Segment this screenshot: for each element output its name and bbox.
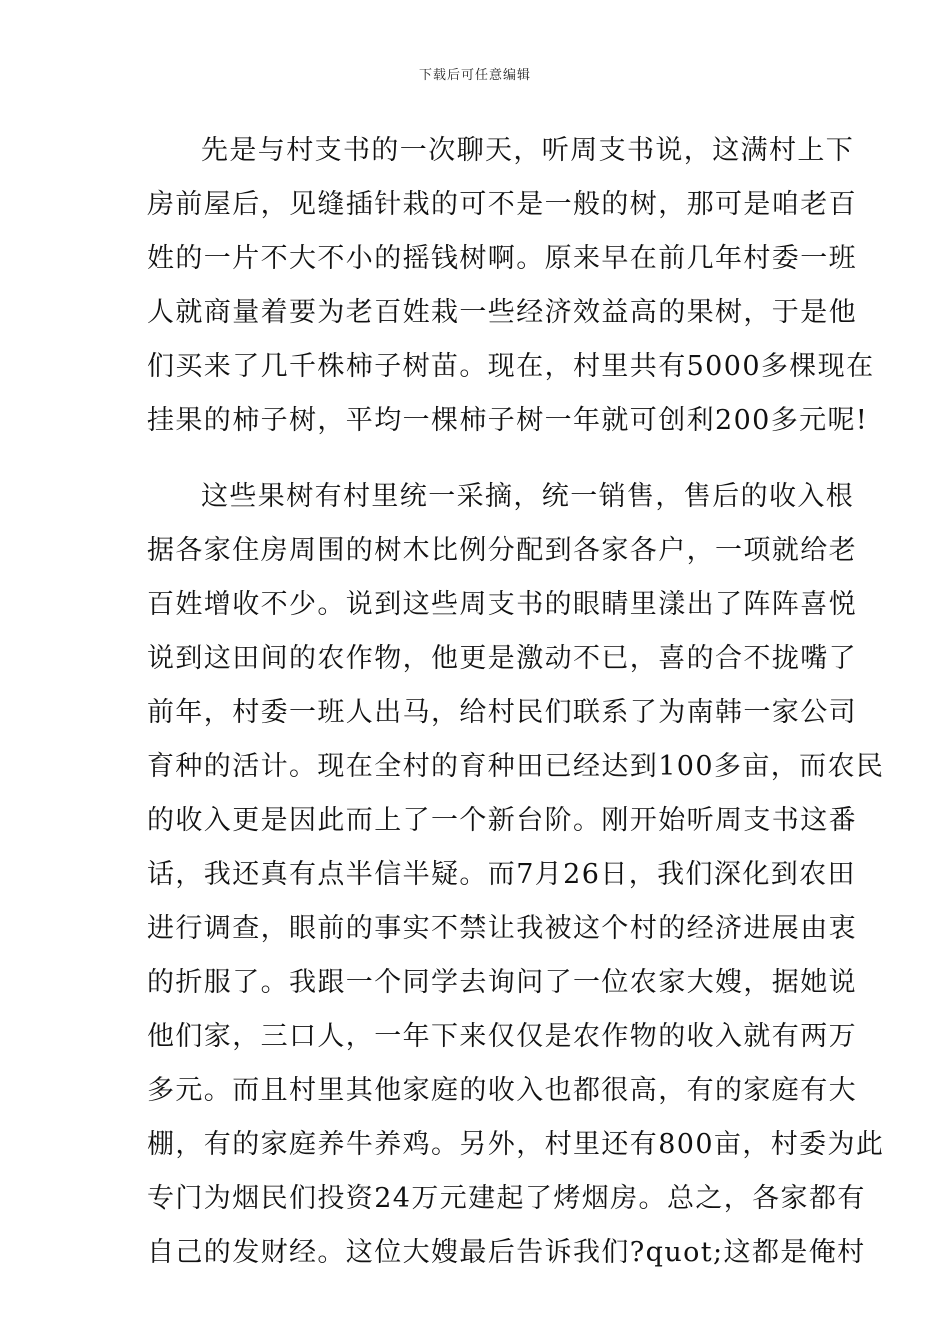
text-line: 房前屋后，见缝插针栽的可不是一般的树，那可是咱老百: [147, 189, 857, 220]
text-line: 百姓增收不少。说到这些周支书的眼睛里漾出了阵阵喜悦: [147, 589, 857, 620]
text-line: 自己的发财经。这位大嫂最后告诉我们?quot;这都是俺村: [147, 1237, 866, 1268]
text-line: 专门为烟民们投资24万元建起了烤烟房。总之，各家都有: [147, 1183, 866, 1214]
text-line: 话，我还真有点半信半疑。而7月26日，我们深化到农田: [147, 859, 856, 890]
text-line: 的收入更是因此而上了一个新台阶。刚开始听周支书这番: [147, 805, 857, 836]
text-line: 他们家，三口人，一年下来仅仅是农作物的收入就有两万: [147, 1021, 857, 1052]
text-line: 多元。而且村里其他家庭的收入也都很高，有的家庭有大: [147, 1075, 857, 1106]
text-line: 前年，村委一班人出马，给村民们联系了为南韩一家公司: [147, 697, 857, 728]
text-line: 棚，有的家庭养牛养鸡。另外，村里还有800亩，村委为此: [147, 1129, 885, 1160]
text-line: 们买来了几千株柿子树苗。现在，村里共有5000多棵现在: [147, 351, 875, 382]
text-line: 先是与村支书的一次聊天，听周支书说，这满村上下: [201, 135, 855, 166]
text-line: 说到这田间的农作物，他更是激动不已，喜的合不拢嘴了: [147, 643, 857, 674]
text-line: 人就商量着要为老百姓栽一些经济效益高的果树，于是他: [147, 297, 857, 328]
text-line: 这些果树有村里统一采摘，统一销售，售后的收入根: [201, 481, 855, 512]
paragraph-1: [147, 124, 875, 448]
paragraph-2: [147, 470, 885, 1280]
text-line: 进行调查，眼前的事实不禁让我被这个村的经济进展由衷: [147, 913, 857, 944]
text-line: 姓的一片不大不小的摇钱树啊。原来早在前几年村委一班: [147, 243, 857, 274]
text-line: 的折服了。我跟一个同学去询问了一位农家大嫂，据她说: [147, 967, 857, 998]
text-line: 育种的活计。现在全村的育种田已经达到100多亩，而农民: [147, 751, 885, 782]
text-line: 挂果的柿子树，平均一棵柿子树一年就可创利200多元呢!: [147, 405, 869, 436]
text-line: 据各家住房周围的树木比例分配到各家各户，一项就给老: [147, 535, 857, 566]
page-header-note: 下载后可任意编辑: [418, 68, 531, 83]
